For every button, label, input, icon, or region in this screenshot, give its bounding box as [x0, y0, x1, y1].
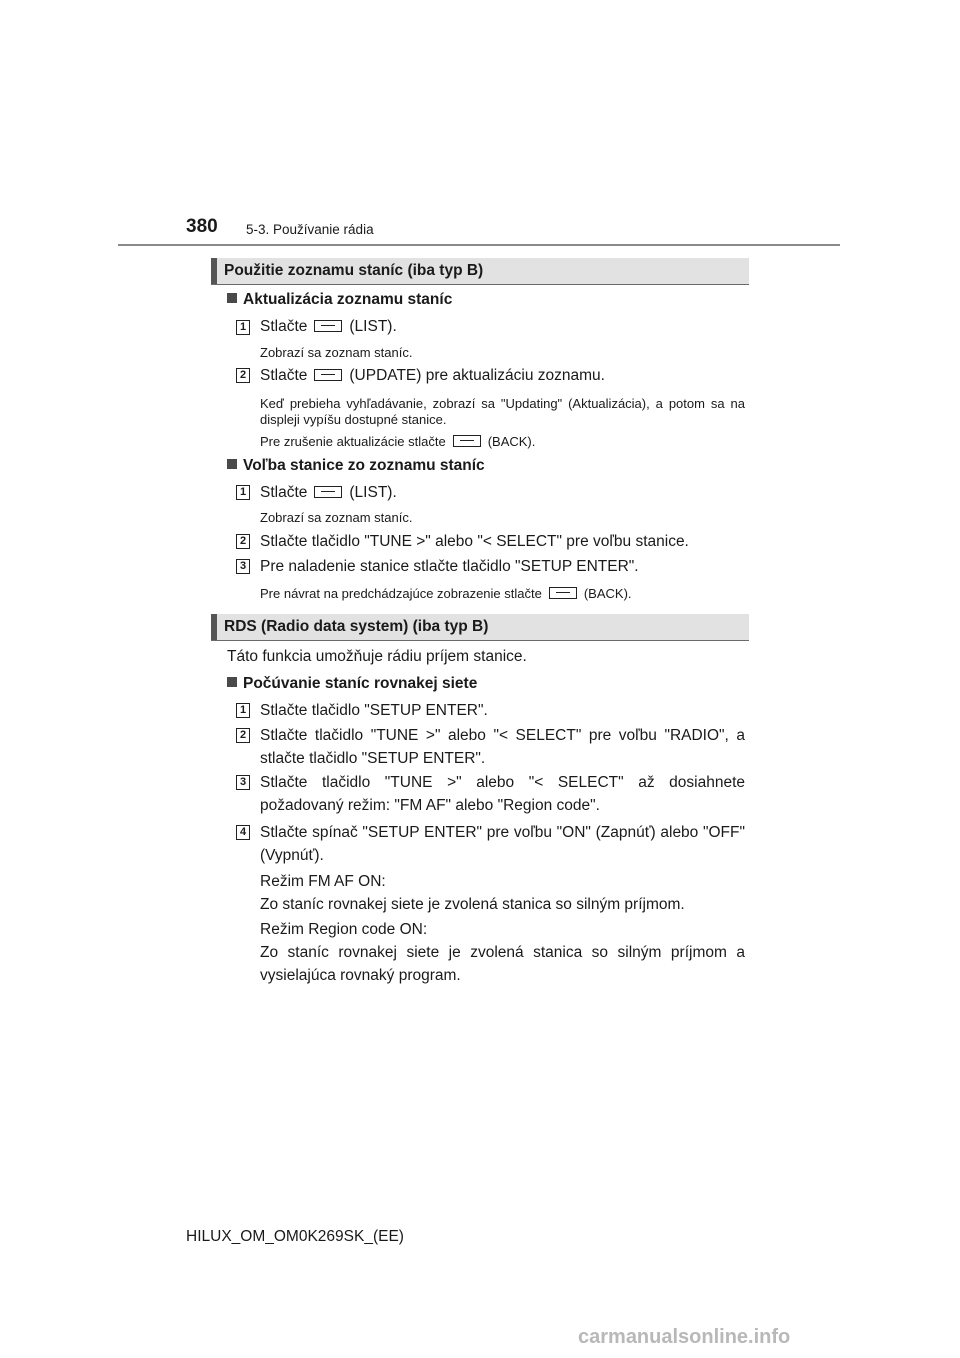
step-number-badge: 4	[236, 825, 250, 840]
step-number-badge: 2	[236, 368, 250, 383]
step-text: Stlačte (UPDATE) pre aktualizáciu zoznamu.	[260, 367, 605, 384]
step-text: Stlačte tlačidlo "TUNE >" alebo "< SELECT" pre voľbu "RADIO", a stlačte tlačidlo "SETUP ENTER".	[260, 727, 745, 767]
list-button-icon	[314, 320, 342, 332]
section-heading-station-list	[211, 258, 749, 285]
step-number-badge: 3	[236, 775, 250, 790]
section-heading-bar	[211, 614, 217, 640]
step-number-badge: 2	[236, 534, 250, 549]
mode-text: Zo staníc rovnakej siete je zvolená stanica so silným príjmom.	[260, 896, 685, 913]
watermark: carmanualsonline.info	[578, 1326, 791, 1348]
header-divider	[118, 244, 840, 246]
mode-text: Zo staníc rovnakej siete je zvolená stanica so silným príjmom a vysielajúca rovnaký program.	[260, 944, 745, 984]
step-text: Stlačte (LIST).	[260, 484, 397, 501]
document-code: HILUX_OM_OM0K269SK_(EE)	[186, 1228, 404, 1245]
subheading-update-list: Aktualizácia zoznamu staníc	[227, 291, 452, 309]
step-number-badge: 1	[236, 320, 250, 335]
back-button-icon	[549, 587, 577, 599]
subheading-same-network: Počúvanie staníc rovnakej siete	[227, 675, 477, 693]
square-bullet-icon	[227, 293, 237, 303]
step-number-badge: 1	[236, 703, 250, 718]
mode-title: Režim Region code ON:	[260, 921, 428, 938]
step-text: Stlačte tlačidlo "SETUP ENTER".	[260, 702, 488, 719]
step-text: Stlačte (LIST).	[260, 318, 397, 335]
step-text: Stlačte tlačidlo "TUNE >" alebo "< SELECT" pre voľbu stanice.	[260, 533, 689, 550]
update-button-icon	[314, 369, 342, 381]
square-bullet-icon	[227, 677, 237, 687]
step-text: Pre naladenie stanice stlačte tlačidlo "SETUP ENTER".	[260, 558, 639, 575]
step-number-badge: 3	[236, 559, 250, 574]
step-note: Pre zrušenie aktualizácie stlačte (BACK).	[260, 434, 536, 449]
section-heading-rds	[211, 614, 749, 641]
step-number-badge: 1	[236, 485, 250, 500]
breadcrumb: 5-3. Používanie rádia	[246, 222, 374, 237]
page-number: 380	[186, 216, 218, 237]
step-note: Zobrazí sa zoznam staníc.	[260, 510, 413, 525]
section-heading-text: RDS (Radio data system) (iba typ B)	[224, 618, 489, 635]
section-heading-text: Použitie zoznamu staníc (iba typ B)	[224, 262, 484, 279]
back-button-icon	[453, 435, 481, 447]
step-note: Pre návrat na predchádzajúce zobrazenie stlačte (BACK).	[260, 586, 632, 601]
step-note: Zobrazí sa zoznam staníc.	[260, 345, 413, 360]
step-text: Stlačte tlačidlo "TUNE >" alebo "< SELECT" až dosiahnete požadovaný režim: "FM AF" alebo "Region code".	[260, 774, 745, 814]
square-bullet-icon	[227, 459, 237, 469]
subheading-select-station: Voľba stanice zo zoznamu staníc	[227, 457, 485, 475]
step-number-badge: 2	[236, 728, 250, 743]
section-heading-bar	[211, 258, 217, 284]
step-note: Keď prebieha vyhľadávanie, zobrazí sa "Updating" (Aktualizácia), a potom sa na displeji vypíšu dostupné stanice.	[260, 396, 745, 427]
mode-title: Režim FM AF ON:	[260, 873, 386, 890]
step-text: Stlačte spínač "SETUP ENTER" pre voľbu "ON" (Zapnúť) alebo "OFF" (Vypnúť).	[260, 824, 745, 864]
intro-text: Táto funkcia umožňuje rádiu príjem stanice.	[227, 648, 527, 665]
list-button-icon	[314, 486, 342, 498]
